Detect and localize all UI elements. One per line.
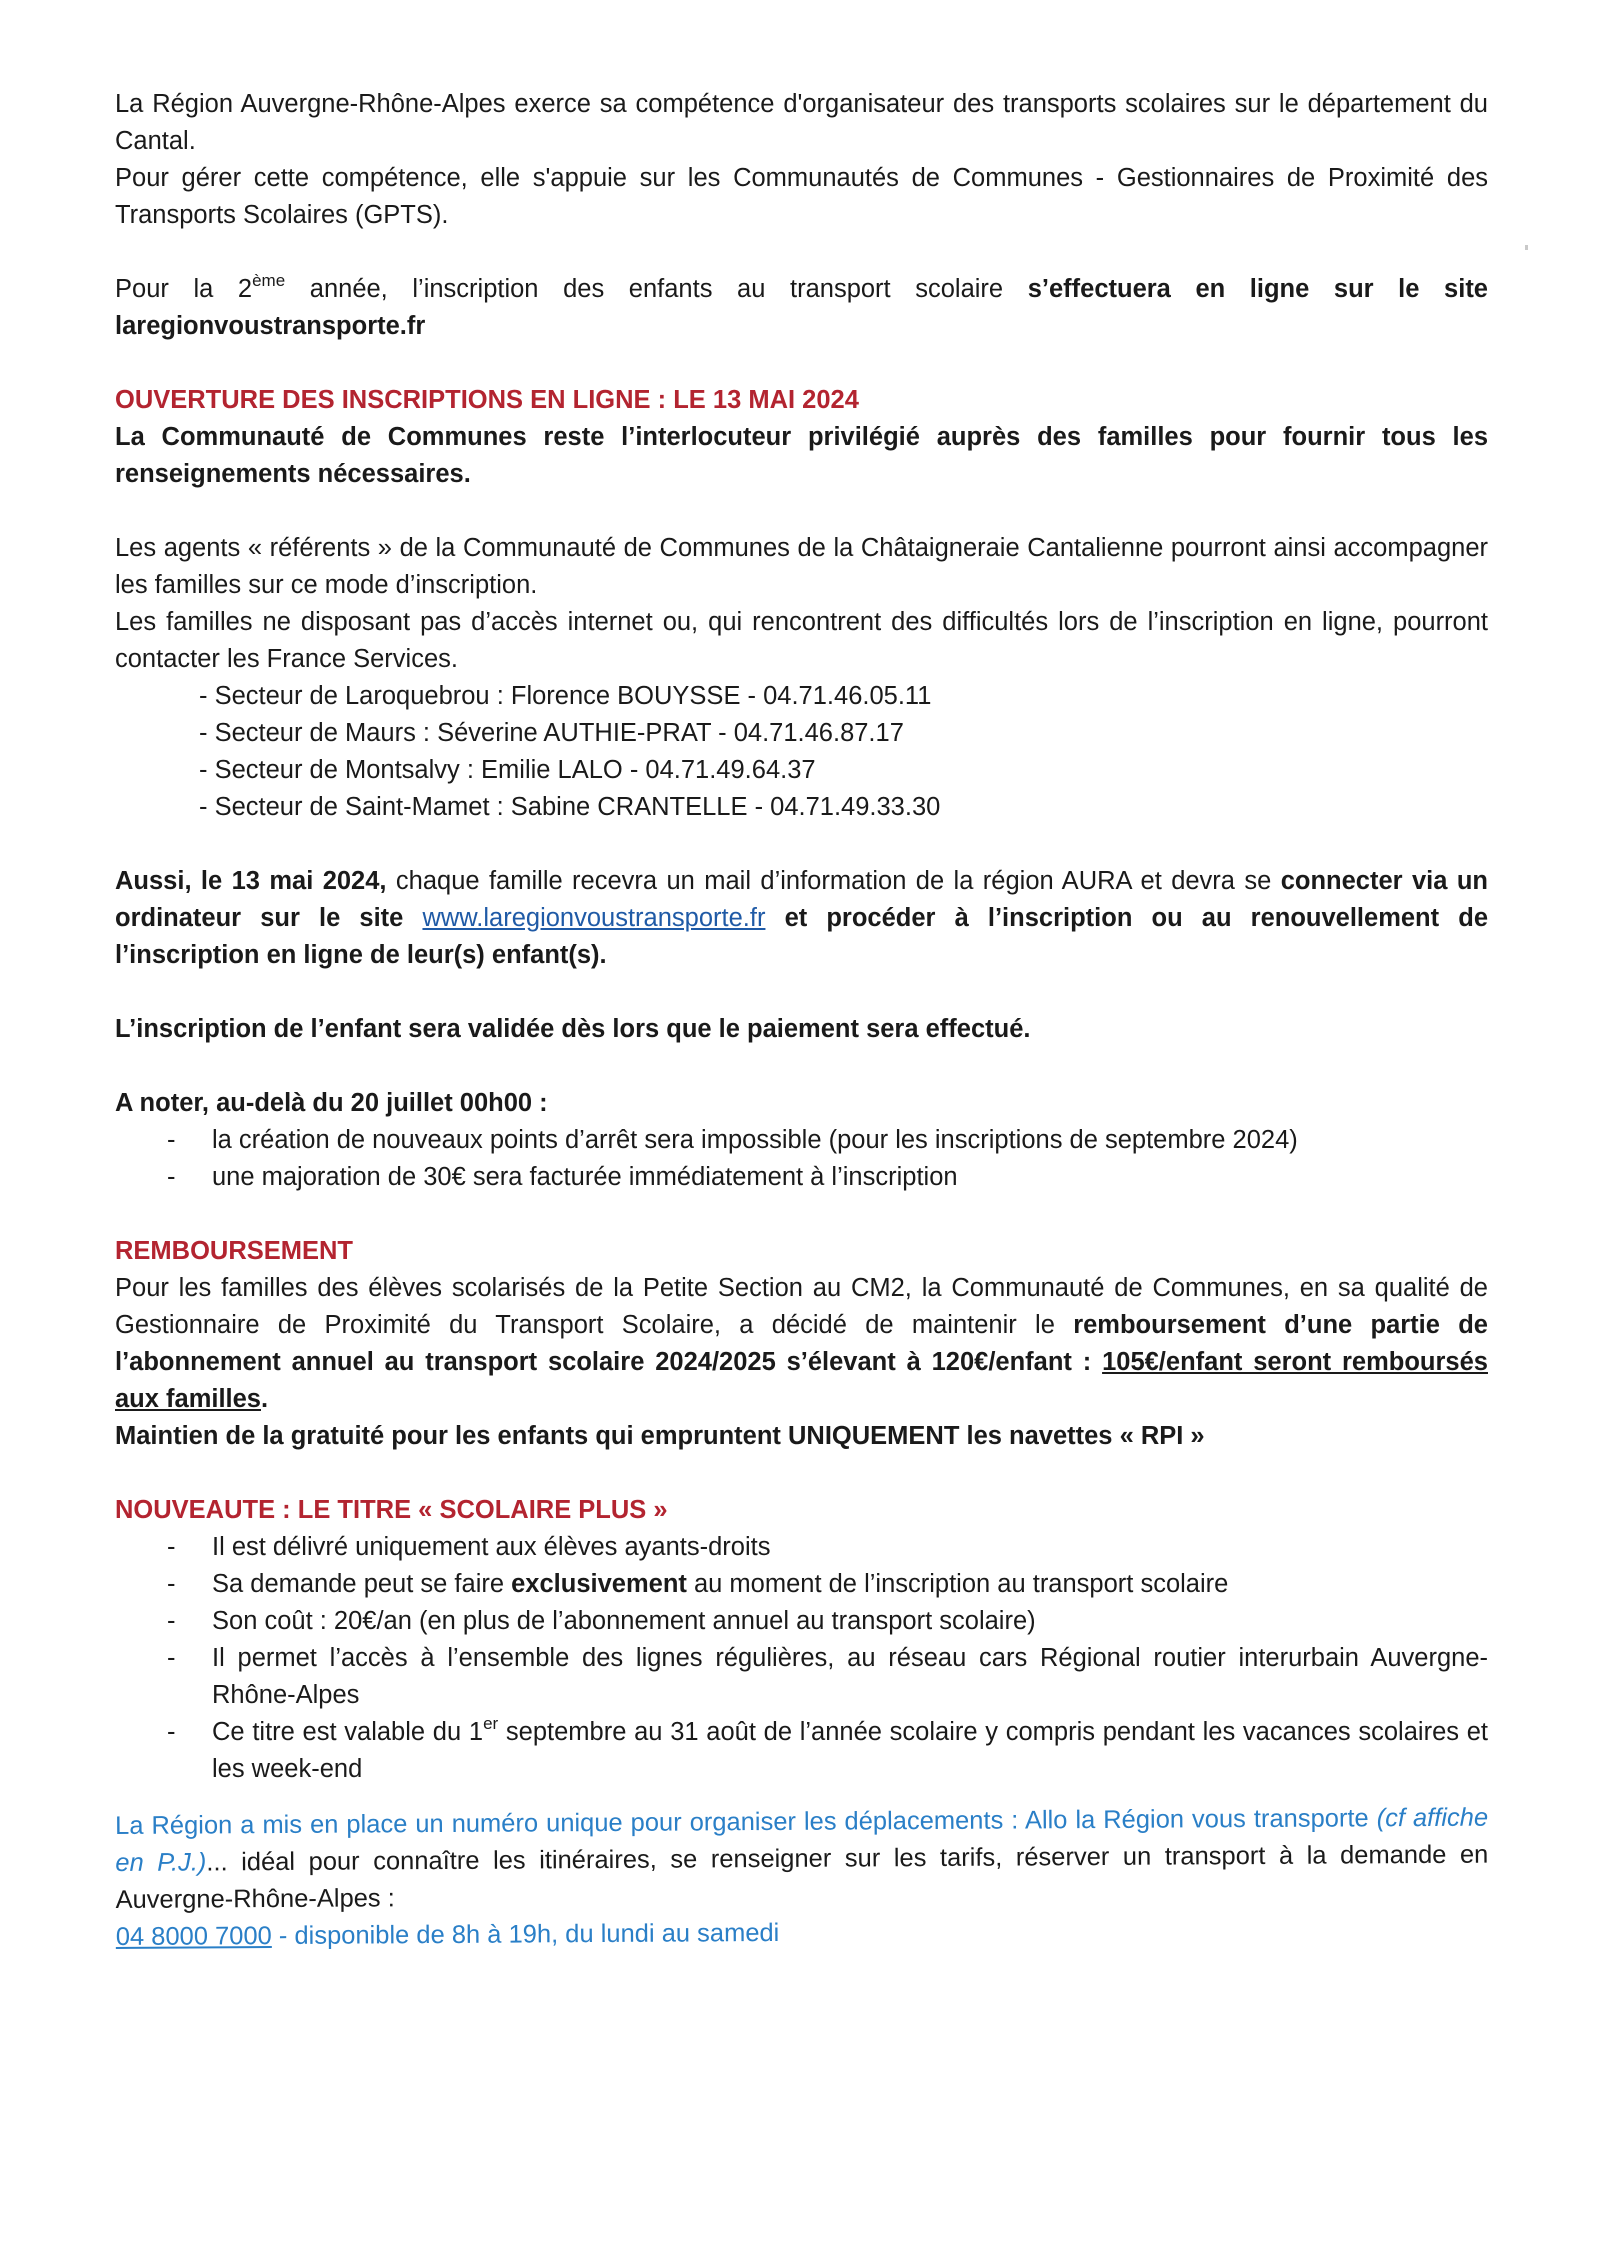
agents-paragraph: Les agents « référents » de la Communauté de Communes de la Châtaigneraie Cantalienne pourront ainsi accompagner les familles sur ce mode d’inscription.	[115, 534, 1488, 599]
intro-paragraph-1: La Région Auvergne-Rhône-Alpes exerce sa compétence d'organisateur des transports scolaires sur le département du Cantal.	[115, 90, 1488, 155]
sector-contact: - Secteur de Laroquebrou : Florence BOUYSSE - 04.71.46.05.11	[199, 682, 932, 710]
list-item: - la création de nouveaux points d’arrêt sera impossible (pour les inscriptions de septembre 2024)	[167, 1126, 1298, 1154]
gratuite-note: Maintien de la gratuité pour les enfants qui empruntent UNIQUEMENT les navettes « RPI »	[115, 1422, 1205, 1450]
intro-paragraph-3: Pour la 2ème année, l’inscription des enfants au transport scolaire s’effectuera en ligne sur le site laregionvoustransporte.fr	[115, 271, 1488, 340]
ouverture-heading: OUVERTURE DES INSCRIPTIONS EN LIGNE : LE 13 MAI 2024	[115, 386, 859, 414]
ouverture-interlocutor: La Communauté de Communes reste l’interlocuteur privilégié auprès des familles pour fournir tous les renseignements nécessaires.	[115, 423, 1488, 488]
sector-contacts	[115, 678, 1488, 826]
anoter-title: A noter, au-delà du 20 juillet 00h00 :	[115, 1089, 548, 1117]
site-link[interactable]: www.laregionvoustransporte.fr	[422, 904, 766, 932]
hours-text: - disponible de 8h à 19h, du lundi au samedi	[271, 1918, 780, 1951]
list-item: - Son coût : 20€/an (en plus de l’abonnement annuel au transport scolaire)	[167, 1607, 1036, 1635]
remboursement-heading: REMBOURSEMENT	[115, 1237, 354, 1265]
sector-contact: - Secteur de Montsalvy : Emilie LALO - 04.71.49.64.37	[199, 756, 816, 784]
anoter-list	[115, 1122, 1488, 1196]
aussi-paragraph: Aussi, le 13 mai 2024, chaque famille recevra un mail d’information de la région AURA et devra se connecter via un ordinateur sur le site www.laregionvoustransporte.fr et procéder à l’inscription ou au renouvellement de l’inscription en ligne de leur(s) enfant(s).	[115, 867, 1488, 969]
remboursement-paragraph: Pour les familles des élèves scolarisés de la Petite Section au CM2, la Communauté de Communes, en sa qualité de Gestionnaire de Proximité du Transport Scolaire, a décidé de maintenir le remboursement d’une partie de l’abonnement annuel au transport scolaire 2024/2025 s’élevant à 120€/enfant : 105€/enfant seront remboursés aux familles.	[115, 1274, 1488, 1413]
list-item: - Ce titre est valable du 1er septembre au 31 août de l’année scolaire y compris pendant les vacances scolaires et les week-end	[167, 1714, 1488, 1783]
list-item: - une majoration de 30€ sera facturée immédiatement à l’inscription	[167, 1163, 958, 1191]
intro-paragraph-2: Pour gérer cette compétence, elle s'appuie sur les Communautés de Communes - Gestionnaires de Proximité des Transports Scolaires (GPTS).	[115, 164, 1488, 229]
list-item: - Il permet l’accès à l’ensemble des lignes régulières, au réseau cars Régional routier interurbain Auvergne-Rhône-Alpes	[167, 1644, 1488, 1709]
scan-speck	[1525, 245, 1528, 250]
validation-note: L’inscription de l’enfant sera validée dès lors que le paiement sera effectué.	[115, 1015, 1031, 1043]
sector-contact: - Secteur de Maurs : Séverine AUTHIE-PRAT - 04.71.46.87.17	[199, 719, 904, 747]
list-item: - Il est délivré uniquement aux élèves ayants-droits	[167, 1533, 771, 1561]
families-paragraph: Les familles ne disposant pas d’accès internet ou, qui rencontrent des difficultés lors de l’inscription en ligne, pourront contacter les France Services.	[115, 608, 1488, 673]
allo-region-paragraph: La Région a mis en place un numéro unique pour organiser les déplacements : Allo la Région vous transporte (cf affiche en P.J.)... idéal pour connaître les itinéraires, se renseigner sur les tarifs, réserver un transport à la demande en Auvergne-Rhône-Alpes : 04 8000 7000 - disponible de 8h à 19h, du lundi au samedi	[115, 1803, 1489, 1951]
phone-number-link[interactable]: 04 8000 7000	[115, 1922, 272, 1951]
list-item: - Sa demande peut se faire exclusivement au moment de l’inscription au transport scolaire	[167, 1570, 1229, 1598]
nouveaute-list	[115, 1529, 1488, 1788]
nouveaute-heading: NOUVEAUTE : LE TITRE « SCOLAIRE PLUS »	[115, 1496, 668, 1524]
sector-contact: - Secteur de Saint-Mamet : Sabine CRANTELLE - 04.71.49.33.30	[199, 793, 941, 821]
